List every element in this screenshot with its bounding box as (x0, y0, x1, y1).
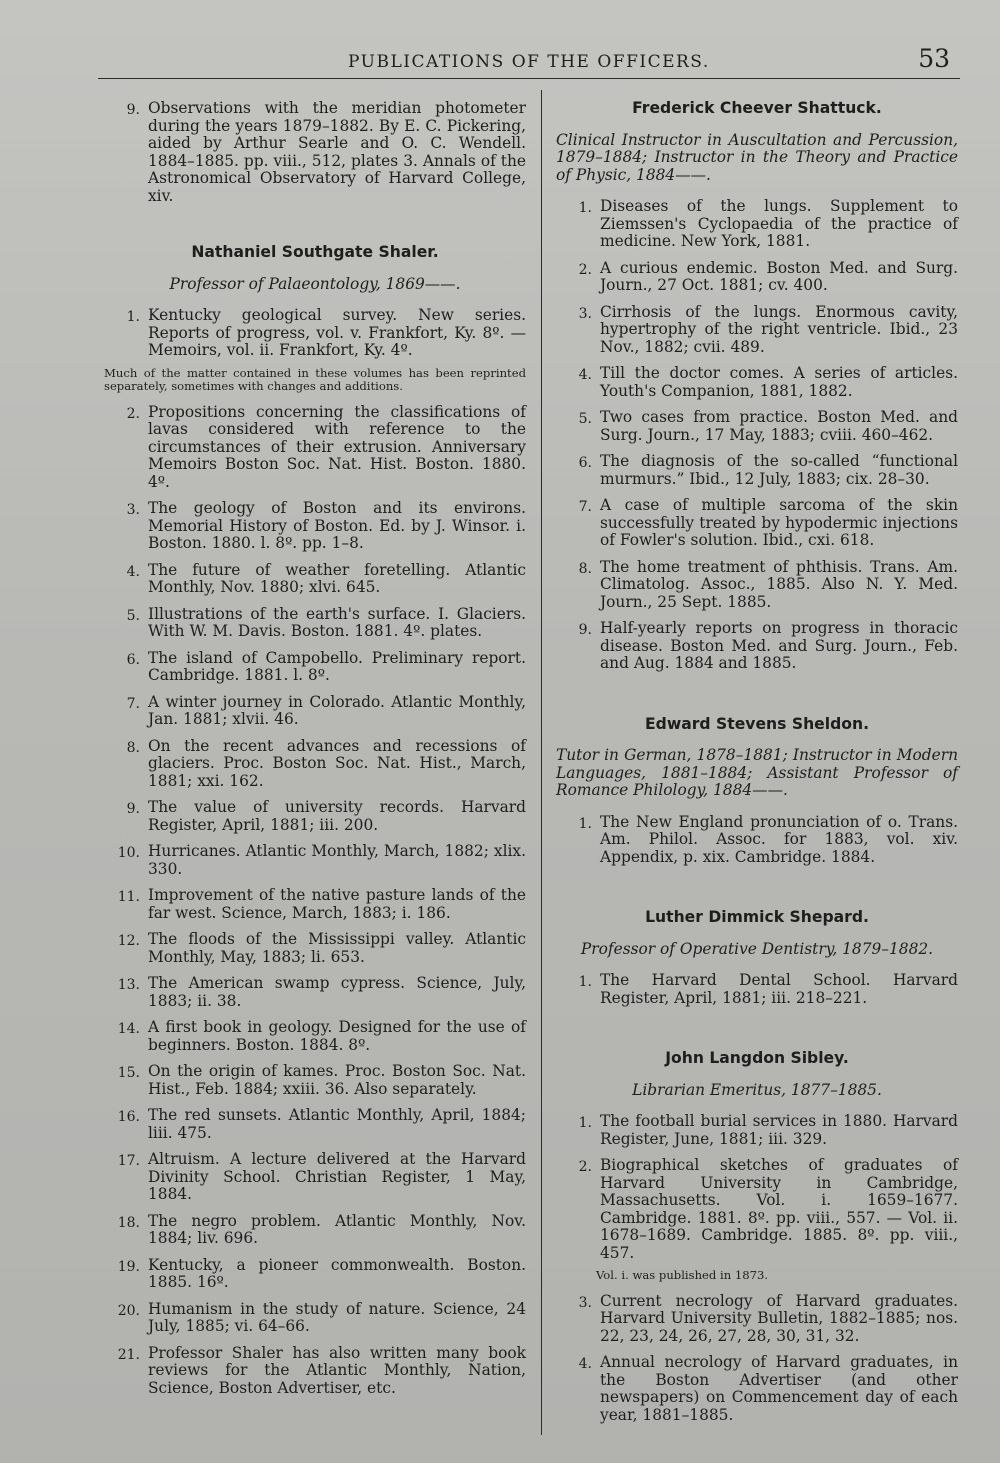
entry-number: 5. (126, 607, 140, 624)
entry-number: 3. (126, 502, 140, 518)
entry-number: 4. (578, 367, 592, 383)
entry-text: Kentucky geological survey. New series. Reports of progress, vol. v. Frankfort, Ky. 8º. — Memoirs, vol. ii. Frankfort, Ky. 4º. (148, 306, 526, 359)
entry-text: The Harvard Dental School. Harvard Register, April, 1881; iii. 218–221. (600, 971, 958, 1007)
person-name-sibley: John Langdon Sibley. (665, 1049, 849, 1067)
entry-number: 2. (126, 405, 140, 422)
entry-number: 6. (578, 455, 592, 471)
person-role-shattuck: Clinical Instructor in Auscultation and Percussion, 1879–1884; Instructor in the Theory and Practice of Physic, 1884——. (556, 130, 958, 184)
list-item (104, 975, 526, 1010)
list-item (104, 606, 526, 641)
entry-number: 1. (126, 309, 140, 325)
entry-number: 10. (117, 845, 140, 861)
entry-number: 4. (578, 1356, 592, 1372)
list-item (104, 100, 526, 205)
list-item (104, 1345, 526, 1398)
list-item (556, 1354, 958, 1424)
list-item (104, 1151, 526, 1204)
entry-text: A winter journey in Colorado. Atlantic Monthly, Jan. 1881; xlvii. 46. (148, 692, 526, 728)
list-item (556, 198, 958, 251)
list-item (556, 1157, 958, 1262)
person-name-shepard: Luther Dimmick Shepard. (645, 908, 869, 926)
list-item (104, 1019, 526, 1054)
person-name-shaler: Nathaniel Southgate Shaler. (191, 243, 439, 261)
list-item (104, 694, 526, 729)
list-item (104, 738, 526, 791)
entry-number: 1. (578, 200, 592, 216)
entry-text: On the recent advances and recessions of glaciers. Proc. Boston Soc. Nat. Hist., March, 1881; xxi. 162. (148, 736, 526, 790)
entry-text: The diagnosis of the so-called “functional murmurs.” Ibid., 12 July, 1883; cix. 28–30. (600, 452, 958, 488)
entry-text: Illustrations of the earth's surface. I. Glaciers. With W. M. Davis. Boston. 1881. 4º. plates. (148, 604, 526, 640)
entry-number: 20. (117, 1302, 140, 1319)
list-item (104, 1301, 526, 1336)
list-item (104, 1213, 526, 1248)
entry-number: 16. (117, 1109, 140, 1125)
entry-number: 7. (126, 695, 140, 712)
entry-text: Humanism in the study of nature. Science, 24 July, 1885; vi. 64–66. (148, 1299, 526, 1335)
header-rule (98, 78, 960, 79)
list-item (556, 260, 958, 295)
list-item (104, 1107, 526, 1142)
list-item (556, 453, 958, 488)
entry-number: 8. (126, 739, 140, 756)
entry-text: A case of multiple sarcoma of the skin successfully treated by hypodermic injections of Fowler's solution. Ibid., cxi. 618. (600, 496, 958, 549)
entry-text: Propositions concerning the classifications of lavas considered with reference to the circumstances of their extrusion. Anniversary Memoirs Boston Soc. Nat. Hist. Boston. 1880. 4º. (148, 402, 526, 491)
entry-number: 11. (117, 889, 140, 905)
entry-text: The future of weather foretelling. Atlantic Monthly, Nov. 1880; xlvi. 645. (148, 560, 526, 596)
entry-text: A curious endemic. Boston Med. and Surg. Journ., 27 Oct. 1881; cv. 400. (600, 258, 958, 294)
entry-number: 3. (578, 305, 592, 322)
list-item (556, 497, 958, 550)
footnote: Much of the matter contained in these volumes has been reprinted separately, sometimes with changes and additions. (104, 365, 526, 393)
entry-text: Annual necrology of Harvard graduates, in the Boston Advertiser (and other newspapers) on Commencement day of each year, 1881–1885. (600, 1353, 958, 1424)
entry-number: 1. (578, 1115, 592, 1131)
entry-number: 12. (117, 933, 140, 949)
entry-text: Diseases of the lungs. Supplement to Ziemssen's Cyclopaedia of the practice of medicine. New York, 1881. (600, 197, 958, 250)
entry-number: 9. (578, 622, 592, 638)
entry-text: Cirrhosis of the lungs. Enormous cavity, hypertrophy of the right ventricle. Ibid., 23 Nov., 1882; cvii. 489. (600, 302, 958, 356)
entry-number: 9. (126, 801, 140, 817)
entry-text: Altruism. A lecture delivered at the Harvard Divinity School. Christian Register, 1 May, 1884. (148, 1150, 526, 1203)
entry-number: 14. (117, 1021, 140, 1037)
entry-text: Half-yearly reports on progress in thoracic disease. Boston Med. and Surg. Journ., Feb. and Aug. 1884 and 1885. (600, 619, 958, 672)
list-item (556, 620, 958, 673)
entry-text: A first book in geology. Designed for the use of beginners. Boston. 1884. 8º. (148, 1018, 526, 1054)
list-item (556, 365, 958, 400)
list-item (104, 404, 526, 492)
list-item (556, 1113, 958, 1148)
entry-number: 7. (578, 499, 592, 515)
list-item (556, 559, 958, 612)
entry-number: 4. (126, 563, 140, 580)
list-item (556, 409, 958, 444)
entry-number: 2. (578, 1159, 592, 1175)
entry-text: The American swamp cypress. Science, July, 1883; ii. 38. (148, 974, 526, 1010)
list-item (104, 562, 526, 597)
entry-text: The geology of Boston and its environs. Memorial History of Boston. Ed. by J. Winsor. i. Boston. 1880. l. 8º. pp. 1–8. (148, 499, 526, 552)
person-role-shepard: Professor of Operative Dentistry, 1879–1882. (580, 939, 934, 958)
list-item (104, 650, 526, 685)
person-role-sheldon: Tutor in German, 1878–1881; Instructor in Modern Languages, 1881–1884; Assistant Professor of Romance Philology, 1884——. (556, 746, 958, 799)
list-item (556, 814, 958, 867)
entry-text: Professor Shaler has also written many book reviews for the Atlantic Monthly, Nation, Science, Boston Advertiser, etc. (148, 1343, 526, 1397)
entry-text: The New England pronunciation of o. Trans. Am. Philol. Assoc. for 1883, vol. xiv. Appendix, p. xix. Cambridge. 1884. (600, 812, 958, 866)
entry-text: Two cases from practice. Boston Med. and Surg. Journ., 17 May, 1883; cviii. 460–462. (600, 408, 958, 444)
list-item (104, 1257, 526, 1292)
entry-text: Hurricanes. Atlantic Monthly, March, 1882; xlix. 330. (148, 842, 526, 878)
list-item (104, 931, 526, 966)
entry-number: 8. (578, 560, 592, 577)
list-item (556, 304, 958, 357)
entry-number: 15. (117, 1065, 140, 1081)
entry-text: Till the doctor comes. A series of articles. Youth's Companion, 1881, 1882. (600, 364, 958, 400)
header-title: PUBLICATIONS OF THE OFFICERS. (348, 52, 710, 72)
entry-number: 21. (117, 1346, 140, 1363)
entry-text: The island of Campobello. Preliminary report. Cambridge. 1881. l. 8º. (148, 648, 526, 684)
entry-text: Kentucky, a pioneer commonwealth. Boston. 1885. 16º. (148, 1255, 526, 1291)
entry-number: 19. (117, 1258, 140, 1275)
footnote: Vol. i. was published in 1873. (596, 1268, 769, 1282)
list-item (556, 1293, 958, 1346)
entry-number: 6. (126, 651, 140, 668)
entry-text: The home treatment of phthisis. Trans. Am. Climatolog. Assoc., 1885. Also N. Y. Med. Journ., 25 Sept. 1885. (600, 557, 958, 611)
left-column (104, 100, 526, 1406)
entry-number: 9. (126, 102, 140, 118)
person-role-shaler: Professor of Palaeontology, 1869——. (169, 274, 461, 293)
entry-text: Observations with the meridian photometer during the years 1879–1882. By E. C. Pickering, aided by Arthur Searle and O. C. Wendell. 1884–1885. pp. viii., 512, plates 3. Annals of the Astronomical Observatory of Harvard College, xiv. (148, 99, 526, 205)
entry-text: Improvement of the native pasture lands of the far west. Science, March, 1883; i. 186. (148, 886, 526, 922)
entry-text: Current necrology of Harvard graduates. Harvard University Bulletin, 1882–1885; nos. 22, 23, 24, 26, 27, 28, 30, 31, 32. (600, 1291, 958, 1345)
list-item (104, 500, 526, 553)
list-item (104, 799, 526, 834)
entry-text: The value of university records. Harvard Register, April, 1881; iii. 200. (148, 798, 526, 834)
column-divider (541, 90, 542, 1435)
entry-text: Biographical sketches of graduates of Harvard University in Cambridge, Massachusetts. Vol. i. 1659–1677. Cambridge. 1881. 8º. pp. viii., 557. — Vol. ii. 1678–1689. Cambridge. 1885. 8º. pp. viii., 457. (600, 1156, 958, 1262)
entry-number: 1. (578, 815, 592, 832)
list-item (104, 1063, 526, 1098)
entry-number: 17. (117, 1153, 140, 1169)
person-role-sibley: Librarian Emeritus, 1877–1885. (632, 1080, 882, 1099)
entry-text: The football burial services in 1880. Harvard Register, June, 1881; iii. 329. (600, 1112, 958, 1148)
entry-text: The negro problem. Atlantic Monthly, Nov. 1884; liv. 696. (148, 1211, 526, 1247)
page-number: 53 (918, 44, 950, 73)
list-item (104, 887, 526, 922)
list-item (104, 843, 526, 878)
person-name-shattuck: Frederick Cheever Shattuck. (632, 99, 882, 117)
person-name-sheldon: Edward Stevens Sheldon. (645, 714, 869, 733)
entry-number: 1. (578, 974, 592, 990)
entry-number: 3. (578, 1294, 592, 1311)
entry-number: 2. (578, 261, 592, 278)
list-item (556, 972, 958, 1007)
entry-number: 13. (117, 977, 140, 993)
entry-text: The floods of the Mississippi valley. Atlantic Monthly, May, 1883; li. 653. (148, 930, 526, 966)
entry-number: 18. (117, 1214, 140, 1231)
entry-text: On the origin of kames. Proc. Boston Soc. Nat. Hist., Feb. 1884; xxiii. 36. Also separately. (148, 1062, 526, 1098)
entry-text: The red sunsets. Atlantic Monthly, April, 1884; liii. 475. (148, 1106, 526, 1142)
right-column (556, 100, 958, 1433)
entry-number: 5. (578, 411, 592, 427)
list-item (104, 307, 526, 360)
